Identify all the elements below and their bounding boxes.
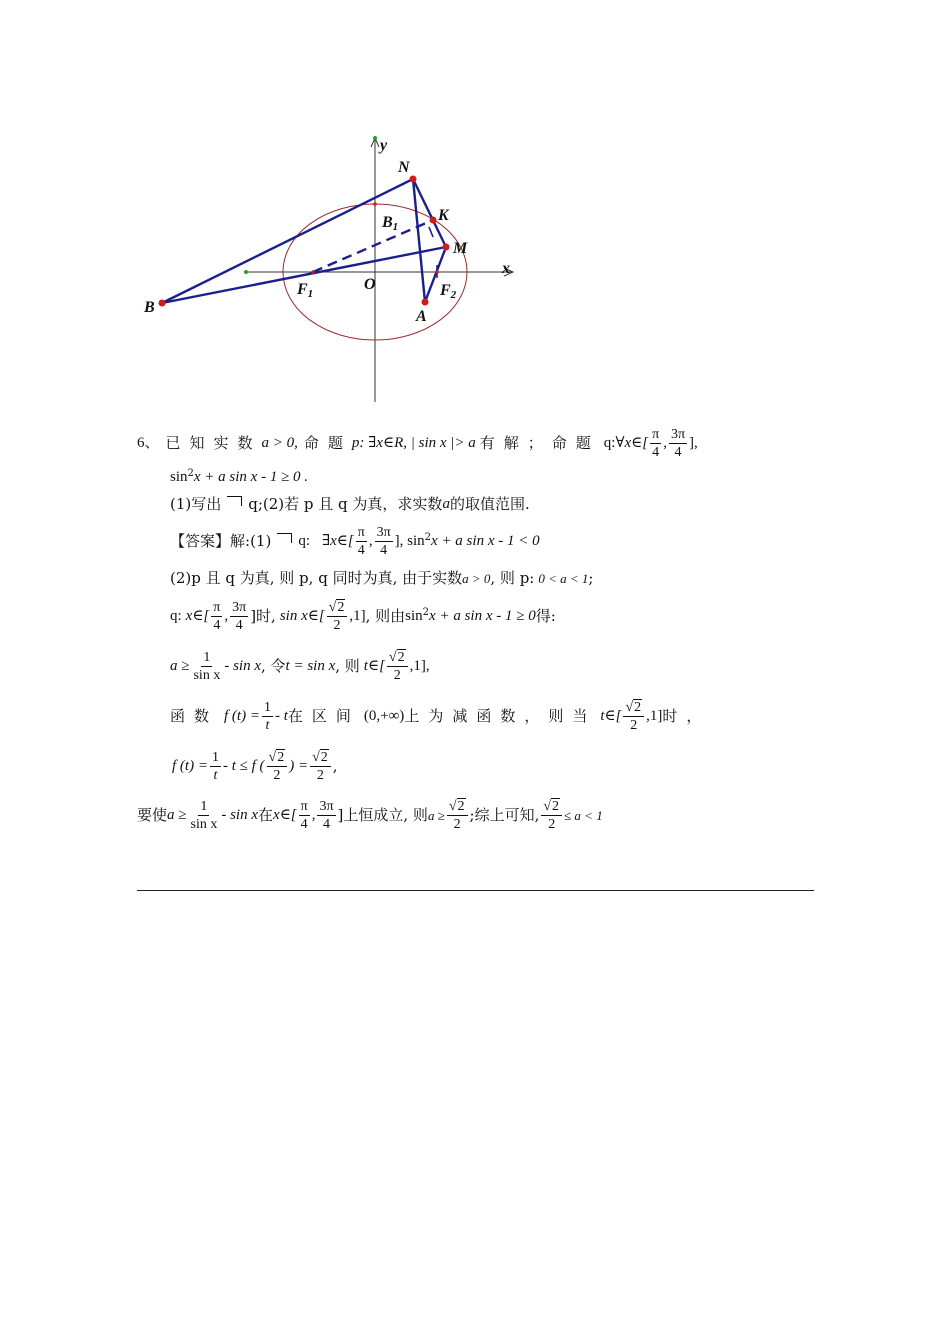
answer-l7-frac-sqrt2-b: $\frac{√2}{2}$ [541, 799, 562, 833]
answer-tail-b: x + a sin x - 1 < 0 [431, 533, 540, 550]
answer-l6-frac-sqrt2-b: $\frac{√2}{2}$ [310, 750, 331, 784]
answer-l5-when: 时， [662, 707, 711, 726]
label-N: N [398, 159, 410, 176]
y-axis-end-point [373, 136, 377, 140]
label-F1-sub: 1 [307, 288, 314, 300]
answer-l7-pre: 要使 [137, 806, 168, 825]
answer-l7-x: x∈[ [273, 807, 297, 824]
point-N [410, 176, 417, 183]
label-B1-sub: 1 [392, 221, 399, 233]
answer-l7-semi: ;综上可知, [469, 806, 540, 825]
problem-parts [170, 497, 530, 512]
point-A [422, 299, 429, 306]
answer-line-6 [172, 750, 338, 784]
answer-l7-frac-sqrt2-a: $\frac{√2}{2}$ [447, 799, 468, 833]
problem-q-label: q: [603, 435, 616, 452]
answer-l3-frac-3pi: $\frac{3\pi}{4}$ [232, 600, 247, 634]
answer-fraction-pi-4: $\frac{\pi}{4}$ [357, 525, 365, 559]
point-F2 [435, 270, 439, 274]
answer-l7-frac: $\frac{1}{\text{sin x}}$ [190, 799, 218, 833]
point-B [159, 300, 166, 307]
answer-line-1: 【答案】 解:(1) q: ∃x∈[ $\frac{\pi}{4}$ , $\frac{3\pi}{4}$ ], sin $^2$ x + a sin x - 1 < 0 [170, 525, 540, 559]
answer-negation-symbol [277, 533, 292, 543]
answer-l3-frac-pi: $\frac{\pi}{4}$ [213, 600, 221, 634]
answer-l2-then-p: , 则 p: [490, 569, 535, 587]
label-F2-main: F [440, 282, 451, 299]
answer-line-2 [170, 571, 593, 586]
fraction-3pi-4: $\frac{3\pi}{4}$ [670, 427, 686, 461]
answer-l5-fn: 函数 [170, 707, 219, 726]
answer-l4-t: t = sin x [285, 658, 336, 675]
label-y: y [380, 137, 388, 154]
line2-sup: 2 [187, 467, 194, 479]
answer-l6-f: f (t) = [172, 758, 208, 775]
problem-forall: ∀x∈[ [615, 435, 649, 452]
answer-l5-frac: $\frac{1}{t}$ [263, 700, 271, 734]
label-B1 [381, 214, 398, 233]
problem-prop-p: 命题 [303, 434, 352, 453]
answer-l6-comma: , [332, 757, 338, 776]
answer-l6-mt: - t ≤ f ( [222, 758, 265, 775]
answer-tail-sup: 2 [424, 531, 432, 543]
part2-a: a [442, 496, 450, 512]
answer-l6-close: ) = [289, 758, 309, 775]
answer-l4-then: , 则 [335, 657, 360, 676]
answer-l4-end: ,1], [409, 658, 430, 675]
answer-l7-minus: - sin x [221, 807, 259, 824]
problem-a-gt0: a > 0, [261, 435, 298, 452]
answer-l2-end: ; [588, 569, 594, 587]
answer-l3-rest: x + a sin x - 1 ≥ 0 [429, 608, 536, 625]
answer-l7-frac-3pi: $\frac{3\pi}{4}$ [319, 799, 334, 833]
answer-l6-frac-sqrt2-a: $\frac{√2}{2}$ [267, 750, 288, 784]
problem-number: 6、 [137, 435, 160, 452]
label-F1-main: F [297, 281, 308, 298]
part1-q: q; [248, 495, 263, 513]
problem-has-solution: 有解；命题 [479, 434, 600, 453]
answer-l3-q: q: [170, 608, 182, 625]
answer-l2-range: 0 < a < 1 [538, 571, 589, 586]
label-O: O [364, 276, 376, 293]
answer-l4-a: a ≥ [170, 658, 190, 675]
answer-l5-f: f (t) = [224, 708, 260, 725]
answer-l4-frac: $\frac{1}{\text{sin x}}$ [193, 650, 221, 684]
answer-l7-age: a ≥ [427, 808, 445, 824]
answer-l5-decreasing: 上为减函数，则当 [404, 707, 597, 726]
segment-F1K-dashed [313, 220, 433, 272]
answer-l3-get: 得: [535, 607, 556, 626]
point-M [443, 244, 450, 251]
label-F2-sub: 2 [450, 289, 457, 301]
point-F1 [311, 270, 315, 274]
tick-K [429, 227, 433, 237]
answer-l5-frac-sqrt2: $\frac{√2}{2}$ [623, 700, 644, 734]
problem-close: ], [689, 435, 698, 452]
answer-l5-end: ,1] [646, 708, 663, 725]
problem-text-known: 已知实数 [165, 434, 262, 453]
line2-expr: x + a sin x - 1 ≥ 0 . [193, 469, 309, 485]
answer-line-5 [170, 700, 710, 734]
answer-l3-x: x∈[ [185, 608, 210, 625]
answer-l3-frac-sqrt2: $\frac{√2}{2}$ [327, 600, 348, 634]
label-M: M [453, 240, 468, 257]
answer-line-7: 要使 a ≥ $\frac{1}{\text{sin x}}$ - sin x 在 x∈[ $\frac{\pi}{4}$ , $\frac{3\pi}{4}$ ]上恒成立, 则 a ≥ $\frac{√2}{2}$ ;综上可知, $\frac{√2}{2}$ ≤ a < 1 [137, 799, 603, 833]
point-K [430, 217, 437, 224]
answer-l4-frac-sqrt2: $\frac{√2}{2}$ [387, 650, 408, 684]
part2-tail: 的取值范围. [449, 495, 530, 513]
negation-symbol [227, 496, 242, 506]
answer-l5-interval: (0,+∞) [363, 708, 405, 725]
ellipse-diagram [130, 130, 530, 410]
label-K: K [438, 207, 449, 224]
x-axis-end-point [244, 270, 248, 274]
answer-l2-a: a > 0 [462, 571, 491, 586]
answer-l2-text: (2)p 且 q 为真, 则 p, q 同时为真, 由于实数 [170, 569, 463, 587]
label-F1 [296, 281, 313, 300]
answer-l7-final: ≤ a < 1 [564, 808, 603, 824]
answer-l6-frac: $\frac{1}{t}$ [211, 750, 219, 784]
problem-line-1: 6、 已知实数 a > 0, 命题 p : ∃x∈R, | sin x |> a 有解；命题 q: ∀x∈[ $\frac{\pi}{4}$ , $\frac{3\pi}{4}$ ], [137, 427, 698, 461]
answer-l3-sup: 2 [422, 606, 430, 618]
answer-l5-tin: t∈[ [600, 708, 622, 725]
label-A: A [416, 308, 427, 325]
answer-l4-tin: t∈[ [363, 658, 385, 675]
answer-l4-let: , 令 [261, 657, 286, 676]
part1-text: (1)写出 [170, 495, 222, 513]
answer-label: 【答案】 [170, 532, 231, 551]
answer-l5-mt: - t [274, 708, 288, 725]
answer-l7-at: 在 [258, 806, 274, 825]
answer-line-4 [170, 650, 430, 684]
label-B1-main: B [382, 214, 393, 231]
ellipse-diagram-svg [130, 130, 530, 410]
answer-fraction-3pi-4: $\frac{3\pi}{4}$ [376, 525, 391, 559]
answer-exists: ∃x∈[ [322, 533, 354, 550]
problem-line-2 [170, 467, 309, 485]
answer-l4-minus: - sin x [224, 658, 261, 675]
answer-l3-sin2: sin [405, 608, 423, 625]
answer-jie: 解:(1) [230, 532, 272, 551]
answer-l7-frac-pi: $\frac{\pi}{4}$ [300, 799, 308, 833]
label-B: B [144, 299, 155, 316]
answer-tail-a: ], sin [394, 533, 425, 550]
answer-l7-c: ]上恒成立, 则 [337, 806, 428, 825]
problem-p-label: p [351, 435, 360, 452]
answer-l3-tail: ,1] [349, 608, 366, 625]
answer-l5-mid: 在区间 [287, 707, 360, 726]
point-B1 [373, 202, 377, 206]
answer-q: q: [298, 533, 310, 550]
label-F2 [439, 282, 457, 301]
label-x: x [502, 260, 510, 277]
section-divider [137, 890, 814, 891]
answer-line-3: q: x∈[ $\frac{\pi}{4}$ , $\frac{3\pi}{4}$ ]时, sin x∈[ $\frac{√2}{2}$ ,1] , 则由 sin $^2$ x + a sin x - 1 ≥ 0 得: [170, 600, 556, 634]
line2-sin: sin [170, 469, 188, 485]
part2-text: (2)若 p 且 q 为真，求实数 [262, 495, 443, 513]
answer-l3-time: ]时, [250, 607, 276, 626]
answer-l3-sin: sin x∈[ [279, 608, 325, 625]
fraction-pi-4: $\frac{\pi}{4}$ [652, 427, 660, 461]
problem-p-expr: : ∃x∈R, | sin x |> a [359, 435, 476, 452]
answer-l7-a: a ≥ [167, 807, 187, 824]
answer-l3-then: , 则由 [365, 607, 406, 626]
